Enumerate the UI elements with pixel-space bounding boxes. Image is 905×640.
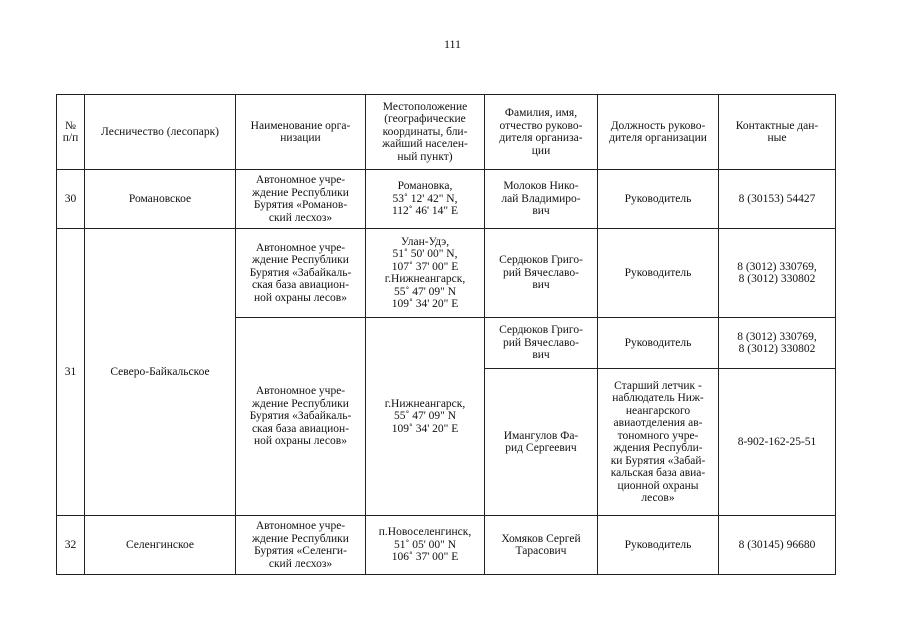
header-forestry: Лесничество (лесопарк) xyxy=(85,95,236,170)
head-position: Руководитель xyxy=(598,516,719,575)
organization-name: Автономное учре- ждение Республики Бурятия «Селенги- ский лесхоз» xyxy=(236,516,366,575)
table-row xyxy=(57,170,836,229)
location: Улан-Удэ, 51˚ 50' 00" N, 107˚ 37' 00" E г.Нижнеангарск, 55˚ 47' 09" N 109˚ 34' 20" E xyxy=(366,229,485,318)
forestry-contacts-table xyxy=(56,94,836,575)
header-organization: Наименование орга- низации xyxy=(236,95,366,170)
location: Романовка, 53˚ 12' 42" N, 112˚ 46' 14" E xyxy=(366,170,485,229)
forestry-name: Северо-Байкальское xyxy=(85,229,236,516)
head-position: Руководитель xyxy=(598,170,719,229)
forestry-name: Селенгинское xyxy=(85,516,236,575)
header-head-position: Должность руково- дителя организации xyxy=(598,95,719,170)
organization-name: Автономное учре- ждение Республики Бурятия «Романов- ский лесхоз» xyxy=(236,170,366,229)
head-name: Сердюков Григо- рий Вячеславо- вич xyxy=(485,318,598,369)
head-position: Руководитель xyxy=(598,229,719,318)
head-name: Имангулов Фа- рид Сергеевич xyxy=(485,369,598,516)
forestry-name: Романовское xyxy=(85,170,236,229)
page-number: 111 xyxy=(443,37,462,51)
head-name: Молоков Нико- лай Владимиро- вич xyxy=(485,170,598,229)
organization-name: Автономное учре- ждение Республики Бурятия «Забайкаль- ская база авиацион- ной охраны лесов» xyxy=(236,229,366,318)
table-row xyxy=(57,229,836,318)
header-location: Местоположение (географические координаты, бли- жайший населен- ный пункт) xyxy=(366,95,485,170)
contact-info: 8 (30153) 54427 xyxy=(719,170,836,229)
contact-info: 8 (30145) 96680 xyxy=(719,516,836,575)
head-position: Руководитель xyxy=(598,318,719,369)
location: г.Нижнеангарск, 55˚ 47' 09" N 109˚ 34' 20" E xyxy=(366,318,485,516)
contact-info: 8 (3012) 330769, 8 (3012) 330802 xyxy=(719,318,836,369)
header-head-name: Фамилия, имя, отчество руково- дителя организа- ции xyxy=(485,95,598,170)
table-header-row xyxy=(57,95,836,170)
header-number: № п/п xyxy=(57,95,85,170)
head-name: Хомяков Сергей Тарасович xyxy=(485,516,598,575)
table-row xyxy=(57,516,836,575)
location: п.Новоселенгинск, 51˚ 05' 00" N 106˚ 37' 00" E xyxy=(366,516,485,575)
contact-info: 8 (3012) 330769, 8 (3012) 330802 xyxy=(719,229,836,318)
organization-name: Автономное учре- ждение Республики Бурятия «Забайкаль- ская база авиацион- ной охраны лесов» xyxy=(236,318,366,516)
row-number: 31 xyxy=(57,229,85,516)
head-name: Сердюков Григо- рий Вячеславо- вич xyxy=(485,229,598,318)
contact-info: 8-902-162-25-51 xyxy=(719,369,836,516)
row-number: 32 xyxy=(57,516,85,575)
row-number: 30 xyxy=(57,170,85,229)
header-contacts: Контактные дан- ные xyxy=(719,95,836,170)
head-position: Старший летчик - наблюдатель Ниж- неангарского авиаотделения ав- тономного учре- ждения Республи- ки Бурятия «Забай- кальская база авиа- ционной охраны лесов» xyxy=(598,369,719,516)
